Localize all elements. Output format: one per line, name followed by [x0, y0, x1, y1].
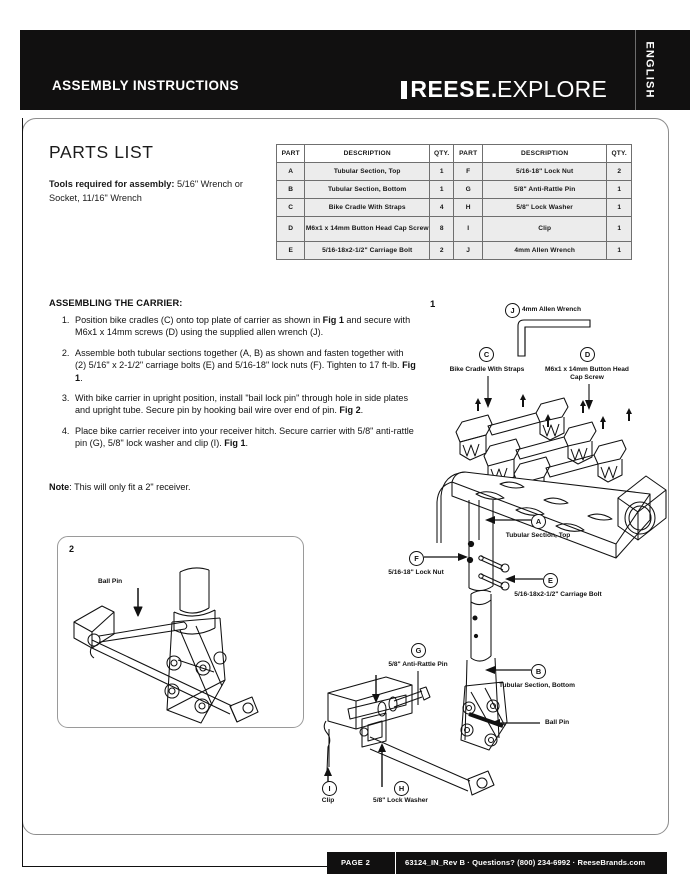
brand-name: REESE — [410, 76, 491, 102]
cell-qty: 2 — [607, 163, 632, 181]
step-item: 4. Place bike carrier receiver into your receiver hitch. Secure carrier with 5/8" anti-rattle pin (G), 5/8" lock washer and clip (I). Fig 1. — [72, 425, 417, 450]
table-row — [277, 199, 632, 217]
cell-desc: 4mm Allen Wrench — [482, 242, 607, 260]
cell-part: B — [277, 181, 305, 199]
cell-desc: Clip — [482, 217, 607, 242]
brand-sub: EXPLORE — [496, 76, 607, 102]
col-part-left: PART — [277, 145, 305, 163]
parts-list-title: PARTS LIST — [49, 142, 154, 162]
cell-qty: 1 — [607, 181, 632, 199]
callout-label-E: 5/16-18x2-1/2" Carriage Bolt — [514, 591, 602, 598]
footer-rule — [22, 866, 327, 867]
callout-bubble-H: H — [394, 781, 409, 796]
callout-label-C: Bike Cradle With Straps — [449, 366, 525, 373]
callout-arrow-E — [505, 573, 545, 585]
note-label: Note — [49, 482, 70, 492]
callout-bubble-B: B — [531, 664, 546, 679]
parts-table — [276, 144, 632, 260]
figure-2-number: 2 — [69, 544, 75, 554]
cell-desc: M6x1 x 14mm Button Head Cap Screw — [305, 217, 430, 242]
callout-bubble-J: J — [505, 303, 520, 318]
callout-bubble-G: G — [411, 643, 426, 658]
callout-bubble-I: I — [322, 781, 337, 796]
callout-bubble-F: F — [409, 551, 424, 566]
cell-qty: 2 — [429, 242, 454, 260]
callout-bubble-C: C — [479, 347, 494, 362]
callout-label-A: Tubular Section, Top — [505, 532, 571, 539]
cell-desc: Tubular Section, Top — [305, 163, 430, 181]
callout-bubble-A: A — [531, 514, 546, 529]
cell-qty: 1 — [607, 217, 632, 242]
cell-part: E — [277, 242, 305, 260]
table-row — [277, 181, 632, 199]
callout-arrow-F — [424, 551, 470, 563]
language-tab-label: ENGLISH — [643, 41, 656, 99]
table-row — [277, 217, 632, 242]
callout-arrow-B — [485, 664, 533, 676]
callout-label-D: M6x1 x 14mm Button Head Cap Screw — [545, 366, 629, 382]
cell-desc: 5/16-18x2-1/2" Carriage Bolt — [305, 242, 430, 260]
cell-part: G — [454, 181, 482, 199]
fig2-ball-pin-label: Ball Pin — [98, 578, 123, 585]
cell-qty: 1 — [429, 181, 454, 199]
callout-label-I: Clip — [321, 797, 335, 804]
cell-qty: 1 — [429, 163, 454, 181]
cell-qty: 8 — [429, 217, 454, 242]
header-bar — [20, 30, 690, 110]
assembly-heading: ASSEMBLING THE CARRIER: — [49, 298, 183, 308]
page-title: ASSEMBLY INSTRUCTIONS — [52, 78, 239, 93]
cell-qty: 1 — [607, 199, 632, 217]
cell-part: I — [454, 217, 482, 242]
cell-part: J — [454, 242, 482, 260]
footer-page-number: PAGE 2 — [341, 858, 371, 867]
col-qty-right: QTY. — [607, 145, 632, 163]
cell-part: F — [454, 163, 482, 181]
callout-label-H: 5/8" Lock Washer — [373, 797, 428, 804]
figure-1-number: 1 — [430, 299, 436, 310]
table-header-row — [277, 145, 632, 163]
callout-line-G — [411, 671, 425, 707]
brand-bar-icon — [401, 81, 407, 99]
cell-part: H — [454, 199, 482, 217]
callout-label-F: 5/16-18" Lock Nut — [388, 569, 444, 576]
card-left-edge — [22, 118, 23, 866]
step-item: 2. Assemble both tubular sections together (A, B) as shown and fasten together with (2) 5/16" x 2-1/2" carriage bolts (E) and 5/16-18" lock nuts (F). Tighten to 17 ft-lb. Fig 1. — [72, 347, 417, 384]
callout-label-G: 5/8" Anti-Rattle Pin — [388, 661, 448, 668]
cell-part: D — [277, 217, 305, 242]
brand-dot: . — [490, 76, 497, 102]
step-item: 3. With bike carrier in upright position, install "bail lock pin" through hole in side plates and upright tube. Secure pin by hooking bail wire over end of pin. Fig 2. — [72, 392, 417, 417]
language-tab — [618, 38, 682, 102]
callout-label-J: 4mm Allen Wrench — [522, 306, 581, 313]
col-part-right: PART — [454, 145, 482, 163]
callout-arrow-A — [485, 514, 533, 526]
tools-label: Tools required for assembly: — [49, 179, 175, 189]
note-text: : This will only fit a 2" receiver. — [69, 482, 191, 492]
callout-bubble-E: E — [543, 573, 558, 588]
cell-desc: Tubular Section, Bottom — [305, 181, 430, 199]
callout-bubble-D: D — [580, 347, 595, 362]
brand-logo — [401, 76, 607, 103]
cell-part: A — [277, 163, 305, 181]
cell-desc: Bike Cradle With Straps — [305, 199, 430, 217]
table-row — [277, 242, 632, 260]
callout-label-B: Tubular Section, Bottom — [498, 682, 576, 689]
cell-qty: 4 — [429, 199, 454, 217]
col-desc-left: DESCRIPTION — [305, 145, 430, 163]
col-desc-right: DESCRIPTION — [482, 145, 607, 163]
step-item: 1. Position bike cradles (C) onto top plate of carrier as shown in Fig 1 and secure with M6x1 x 14mm screws (D) using the supplied allen wrench (J). — [72, 314, 417, 339]
footer-info: 63124_IN_Rev B · Questions? (800) 234-6992 · ReeseBrands.com — [405, 858, 646, 867]
tools-value: 5/16" Wrench or Socket, 11/16" Wrench — [49, 179, 243, 203]
ball-pin-arrow — [490, 717, 542, 729]
cell-desc: 5/16-18" Lock Nut — [482, 163, 607, 181]
footer-divider — [395, 852, 396, 874]
cell-part: C — [277, 199, 305, 217]
ball-pin-label: Ball Pin — [545, 719, 570, 726]
table-row — [277, 163, 632, 181]
cell-desc: 5/8" Anti-Rattle Pin — [482, 181, 607, 199]
assembly-steps — [49, 314, 417, 458]
cell-desc: 5/8" Lock Washer — [482, 199, 607, 217]
col-qty-left: QTY. — [429, 145, 454, 163]
tools-required — [49, 178, 274, 205]
cell-qty: 1 — [607, 242, 632, 260]
assembly-note — [49, 481, 389, 493]
